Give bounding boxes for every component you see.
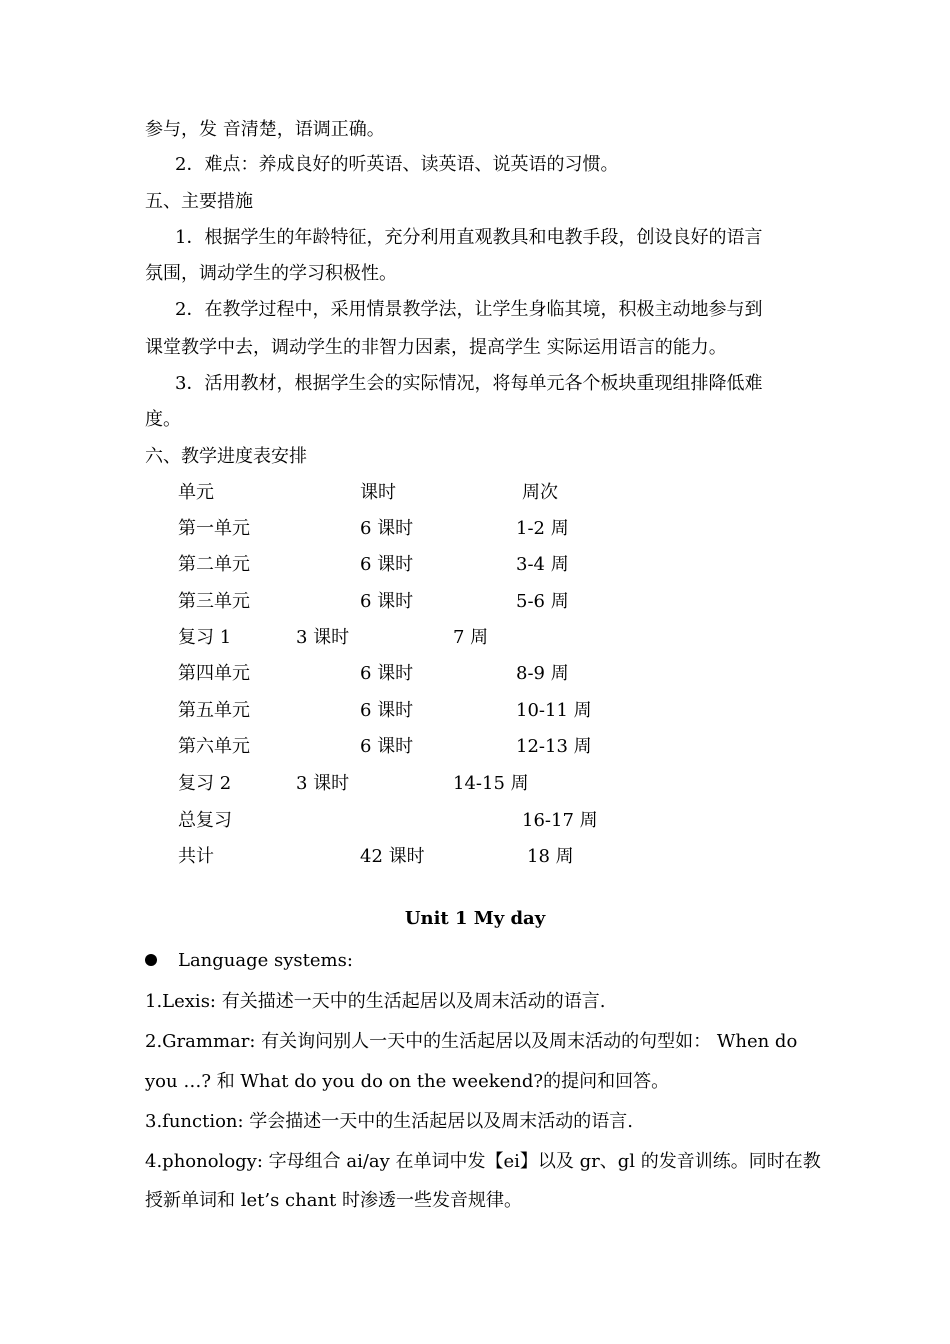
section-heading: 五、主要措施 [145, 191, 253, 212]
text-line: 3．活用教材，根据学生会的实际情况，将每单元各个板块重现组排降低难 [175, 373, 763, 394]
schedule-header [0, 481, 950, 505]
cell-weeks: 7 周 [453, 627, 489, 648]
text-line: 度。 [145, 409, 181, 430]
cell-unit: 第一单元 [178, 518, 250, 539]
cell-unit: 第六单元 [178, 736, 250, 757]
header-unit: 单元 [178, 482, 214, 503]
text-line: 2.Grammar: 有关询问别人一天中的生活起居以及周末活动的句型如： When do [145, 1031, 798, 1052]
text-line: 氛围，调动学生的学习积极性。 [145, 263, 397, 284]
cell-unit: 复习 1 [178, 627, 232, 648]
schedule-row [0, 809, 950, 833]
cell-hours: 3 课时 [296, 773, 350, 794]
cell-unit: 第四单元 [178, 663, 250, 684]
cell-hours: 6 课时 [360, 663, 414, 684]
cell-hours: 6 课时 [360, 518, 414, 539]
cell-weeks: 14-15 周 [453, 773, 529, 794]
cell-weeks: 12-13 周 [516, 736, 592, 757]
cell-weeks: 10-11 周 [516, 700, 592, 721]
cell-unit: 总复习 [178, 810, 232, 831]
cell-hours: 6 课时 [360, 591, 414, 612]
text-line: 3.function: 学会描述一天中的生活起居以及周末活动的语言. [145, 1111, 634, 1132]
cell-weeks: 16-17 周 [522, 810, 598, 831]
cell-unit: 第二单元 [178, 554, 250, 575]
unit-title: Unit 1 My day [404, 908, 546, 929]
text-line: 1．根据学生的年龄特征，充分利用直观教具和电教手段，创设良好的语言 [175, 227, 763, 248]
cell-hours: 42 课时 [360, 846, 425, 867]
cell-unit: 复习 2 [178, 773, 232, 794]
bullet-dot [145, 954, 157, 966]
schedule-row [0, 735, 950, 759]
text-line: 1.Lexis: 有关描述一天中的生活起居以及周末活动的语言. [145, 991, 606, 1012]
text-line: 2．在教学过程中，采用情景教学法，让学生身临其境，积极主动地参与到 [175, 299, 763, 320]
schedule-row [0, 845, 950, 869]
cell-unit: 第五单元 [178, 700, 250, 721]
header-hours: 课时 [360, 482, 396, 503]
text-line: you …? 和 What do you do on the weekend?的提问和回答。 [145, 1071, 670, 1092]
header-weeks: 周次 [522, 482, 558, 503]
schedule-row [0, 553, 950, 577]
cell-weeks: 1-2 周 [516, 518, 569, 539]
cell-hours: 6 课时 [360, 700, 414, 721]
schedule-row [0, 699, 950, 723]
schedule-row [0, 517, 950, 541]
text-line: 4.phonology: 字母组合 ai/ay 在单词中发【ei】以及 gr、gl 的发音训练。同时在教 [145, 1151, 821, 1172]
cell-hours: 6 课时 [360, 554, 414, 575]
text-line: 授新单词和 let’s chant 时渗透一些发音规律。 [145, 1190, 522, 1211]
cell-weeks: 3-4 周 [516, 554, 569, 575]
cell-hours: 3 课时 [296, 627, 350, 648]
cell-unit: 共计 [178, 846, 214, 867]
text-line: 参与，发 音清楚，语调正确。 [145, 119, 385, 140]
cell-weeks: 18 周 [527, 846, 574, 867]
schedule-row [0, 626, 950, 650]
text-line: 2．难点：养成良好的听英语、读英语、说英语的习惯。 [175, 154, 619, 175]
cell-unit: 第三单元 [178, 591, 250, 612]
cell-weeks: 5-6 周 [516, 591, 569, 612]
bullet-label: Language systems: [178, 950, 353, 971]
schedule-row [0, 590, 950, 614]
schedule-row [0, 772, 950, 796]
schedule-row [0, 662, 950, 686]
cell-hours: 6 课时 [360, 736, 414, 757]
text-line: 课堂教学中去，调动学生的非智力因素，提高学生 实际运用语言的能力。 [145, 337, 727, 358]
section-heading: 六、教学进度表安排 [145, 446, 307, 467]
cell-weeks: 8-9 周 [516, 663, 569, 684]
